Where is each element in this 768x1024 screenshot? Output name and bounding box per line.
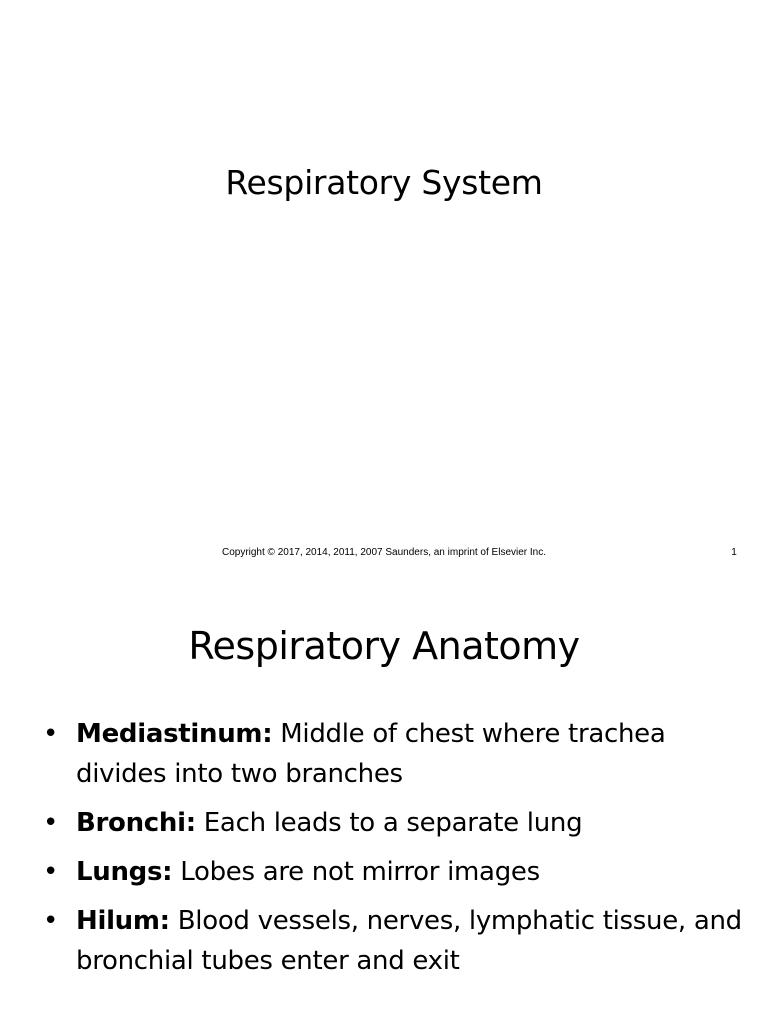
bullet-term: Lungs: (76, 857, 173, 887)
bullet-item-hilum (0, 901, 768, 981)
bullet-text: Middle of chest where trachea divides into two branches (76, 719, 666, 789)
bullet-text: Each leads to a separate lung (195, 808, 583, 838)
slide-2 (0, 576, 768, 1024)
slide-title: Respiratory Anatomy (188, 624, 580, 668)
bullet-text: Lobes are not mirror images (172, 857, 540, 887)
bullet-term: Mediastinum: (76, 719, 273, 749)
bullet-item-bronchi (0, 803, 768, 843)
bullet-term: Hilum: (76, 906, 170, 936)
bullet-icon: • (43, 808, 59, 838)
bullet-text: Blood vessels, nerves, lymphatic tissue, and bronchial tubes enter and exit (76, 906, 742, 976)
bullet-list (0, 714, 768, 990)
slide-title: Respiratory System (225, 163, 543, 202)
bullet-icon: • (43, 719, 59, 749)
bullet-item-lungs (0, 852, 768, 892)
bullet-icon: • (43, 857, 59, 887)
page-number: 1 (731, 547, 737, 558)
bullet-icon: • (43, 906, 59, 936)
copyright-notice: Copyright © 2017, 2014, 2011, 2007 Saunders, an imprint of Elsevier Inc. (221, 547, 547, 558)
bullet-item-mediastinum (0, 714, 768, 794)
bullet-term: Bronchi: (76, 808, 196, 838)
